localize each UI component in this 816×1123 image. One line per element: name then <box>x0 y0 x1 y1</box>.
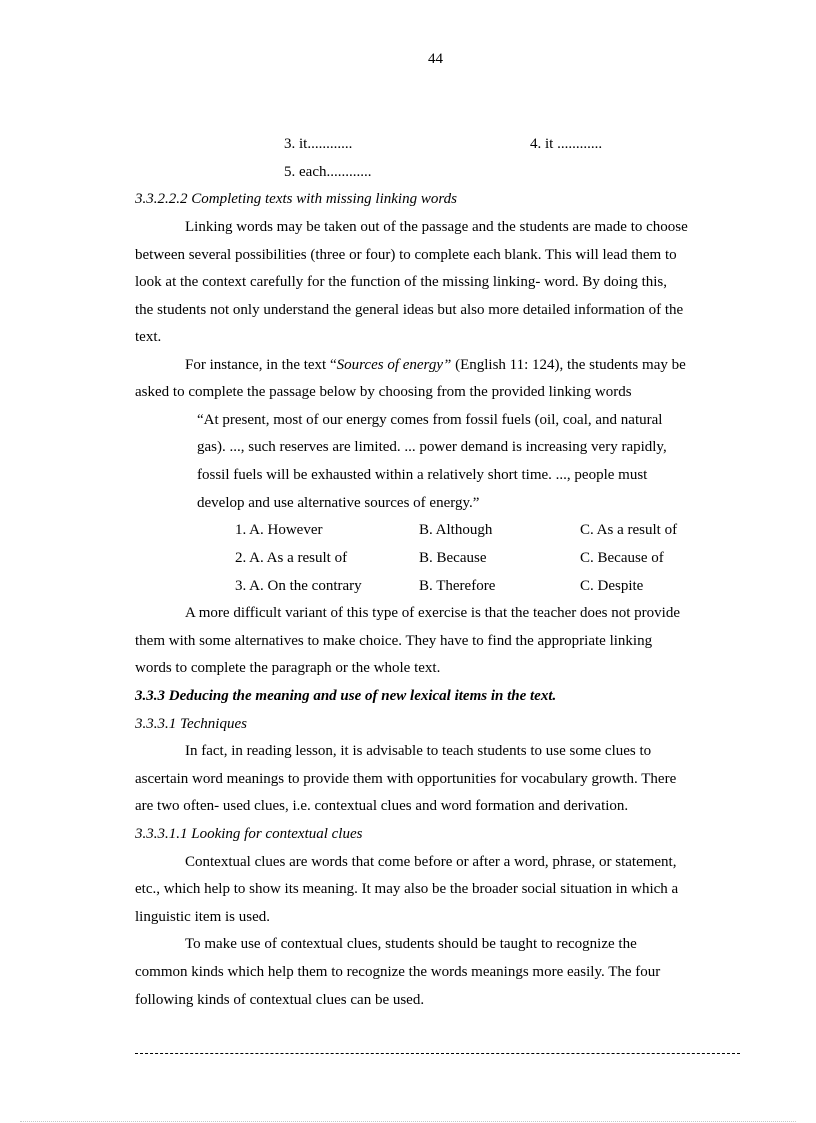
footer-divider <box>135 1053 740 1054</box>
paragraph-line: text. <box>135 329 162 345</box>
choice-c: C. Despite <box>580 578 644 594</box>
choice-a: 3. A. On the contrary <box>235 578 362 594</box>
choice-b: B. Therefore <box>419 578 496 594</box>
paragraph-line: between several possibilities (three or four) to complete each blank. This will lead them to <box>135 247 677 263</box>
paragraph-text: For instance, in the text “ <box>185 357 337 373</box>
quote-line: “At present, most of our energy comes from fossil fuels (oil, coal, and natural <box>197 412 663 428</box>
paragraph-line: Linking words may be taken out of the passage and the students are made to choose <box>185 219 688 235</box>
paragraph-line: asked to complete the passage below by choosing from the provided linking words <box>135 384 632 400</box>
list-item-5: 5. each............ <box>284 164 372 180</box>
paragraph-line: look at the context carefully for the function of the missing linking- word. By doing this, <box>135 274 667 290</box>
quote-line: develop and use alternative sources of energy.” <box>197 495 480 511</box>
choice-b: B. Because <box>419 550 487 566</box>
paragraph-line: To make use of contextual clues, students should be taught to recognize the <box>185 936 637 952</box>
list-item-4: 4. it ............ <box>530 136 603 152</box>
paragraph-line: etc., which help to show its meaning. It may also be the broader social situation in which a <box>135 881 679 897</box>
source-title: Sources of energy” <box>336 357 452 373</box>
paragraph-line: common kinds which help them to recognize the words meanings more easily. The four <box>135 964 661 980</box>
quote-line: fossil fuels will be exhausted within a relatively short time. ..., people must <box>197 467 648 483</box>
page-bottom-border <box>20 1121 796 1122</box>
section-heading-3-3-3: 3.3.3 Deducing the meaning and use of new lexical items in the text. <box>135 688 557 704</box>
paragraph-line: linguistic item is used. <box>135 909 270 925</box>
choice-c: C. Because of <box>580 550 664 566</box>
paragraph-text: (English 11: 124), the students may be <box>451 357 686 373</box>
section-heading-3-3-2-2-2: 3.3.2.2.2 Completing texts with missing linking words <box>135 191 457 207</box>
paragraph-line: are two often- used clues, i.e. contextual clues and word formation and derivation. <box>135 798 629 814</box>
paragraph-line: ascertain word meanings to provide them with opportunities for vocabulary growth. There <box>135 771 677 787</box>
quote-line: gas). ..., such reserves are limited. ... power demand is increasing very rapidly, <box>197 439 667 455</box>
paragraph-line <box>185 355 686 375</box>
choice-c: C. As a result of <box>580 522 678 538</box>
choice-a: 2. A. As a result of <box>235 550 348 566</box>
list-item-3: 3. it............ <box>284 136 353 152</box>
paragraph-line: In fact, in reading lesson, it is advisable to teach students to use some clues to <box>185 743 652 759</box>
paragraph-line: following kinds of contextual clues can be used. <box>135 992 425 1008</box>
choice-a: 1. A. However <box>235 522 323 538</box>
paragraph-line: A more difficult variant of this type of exercise is that the teacher does not provide <box>185 605 680 621</box>
paragraph-line: words to complete the paragraph or the whole text. <box>135 660 441 676</box>
page-number: 44 <box>428 51 443 67</box>
section-heading-3-3-3-1-1: 3.3.3.1.1 Looking for contextual clues <box>135 826 363 842</box>
choice-b: B. Although <box>419 522 493 538</box>
section-heading-3-3-3-1: 3.3.3.1 Techniques <box>135 716 247 732</box>
paragraph-line: them with some alternatives to make choice. They have to find the appropriate linking <box>135 633 653 649</box>
paragraph-line: the students not only understand the general ideas but also more detailed information of the <box>135 302 684 318</box>
paragraph-line: Contextual clues are words that come before or after a word, phrase, or statement, <box>185 854 677 870</box>
